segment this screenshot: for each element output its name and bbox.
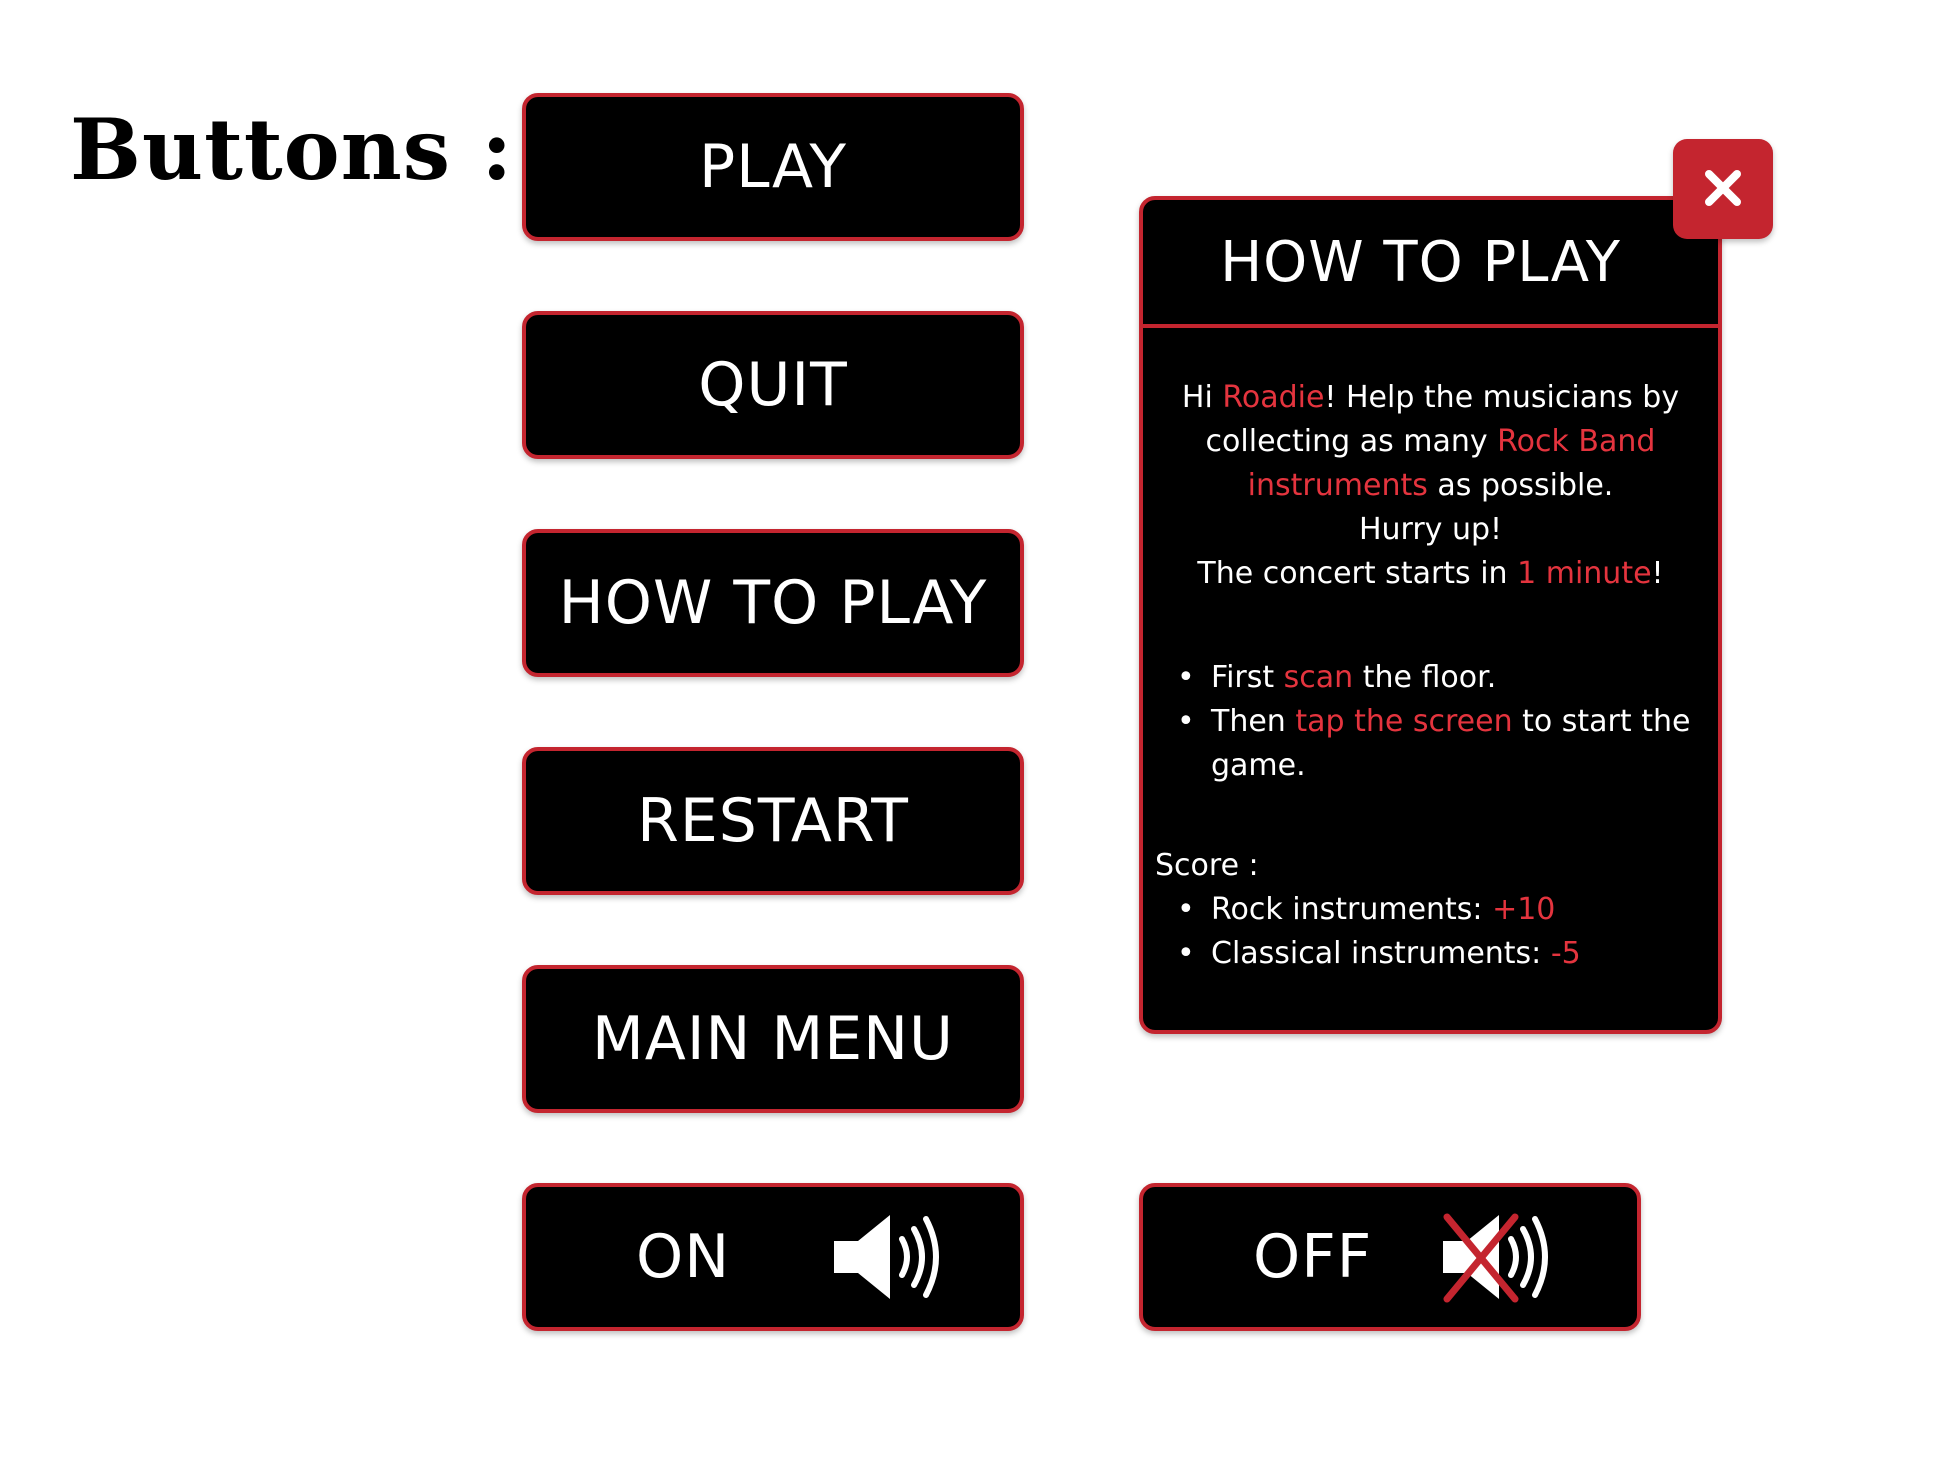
close-icon [1703,168,1743,211]
play-button[interactable]: PLAY [522,93,1024,241]
intro-text: Hurry up! [1358,512,1503,547]
main-menu-button[interactable]: MAIN MENU [522,965,1024,1113]
panel-intro [1163,376,1698,596]
score-list [1143,888,1718,976]
intro-text: collecting as many [1205,424,1498,459]
sound-on-button[interactable] [522,1183,1024,1331]
step-highlight: scan [1283,660,1354,695]
speaker-icon [832,1211,940,1303]
how-to-play-panel [1139,196,1722,1034]
step-highlight: tap the screen [1295,704,1513,739]
step-text: First [1211,660,1284,695]
page-heading: Buttons : [70,100,514,199]
list-item [1211,700,1702,788]
quit-button[interactable]: QUIT [522,311,1024,459]
score-label: Rock instruments: [1211,892,1493,927]
steps-list [1143,656,1718,788]
intro-highlight: instruments [1247,468,1428,503]
intro-highlight: 1 minute [1517,556,1652,591]
intro-text: as possible. [1427,468,1614,503]
score-title: Score : [1155,848,1259,883]
intro-text: ! [1651,556,1664,591]
sound-off-label: OFF [1253,1222,1373,1292]
intro-highlight: Rock Band [1497,424,1656,459]
how-to-play-button[interactable]: HOW TO PLAY [522,529,1024,677]
restart-button[interactable]: RESTART [522,747,1024,895]
score-value: -5 [1550,936,1581,971]
close-button[interactable] [1673,139,1773,239]
intro-text: The concert starts in [1197,556,1518,591]
intro-text: ! Help the musicians by [1324,380,1680,415]
intro-text: Hi [1181,380,1223,415]
sound-on-label: ON [636,1222,731,1292]
list-item [1211,932,1702,976]
step-text: the floor. [1353,660,1497,695]
list-item [1211,656,1702,700]
score-label: Classical instruments: [1211,936,1551,971]
step-text: to start the game. [1211,704,1691,783]
intro-highlight: Roadie [1222,380,1325,415]
list-item [1211,888,1702,932]
speaker-muted-icon [1441,1211,1549,1303]
step-text: Then [1211,704,1296,739]
panel-title: HOW TO PLAY [1143,200,1718,328]
score-value: +10 [1492,892,1556,927]
sound-off-button[interactable] [1139,1183,1641,1331]
